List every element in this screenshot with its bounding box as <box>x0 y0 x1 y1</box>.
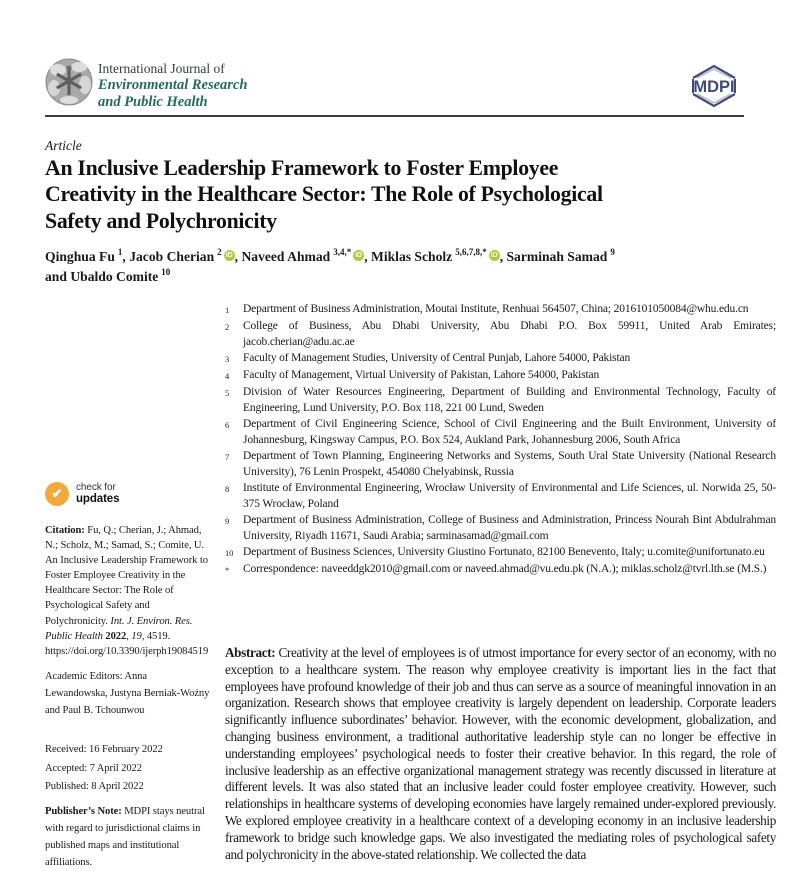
author-list <box>45 247 761 286</box>
affiliation-item <box>225 561 776 578</box>
affiliation-item <box>225 384 776 416</box>
affiliation-text: Department of Business Administration, Moutai Institute, Renhuai 564507, China; 2016101050084@whu.edu.cn <box>243 303 749 315</box>
affiliation-text: Department of Civil Engineering Science, School of Civil Engineering and the Built Environment, University of Johannesburg, Kingsway Campus, P.O. Box 524, Aukland Park, Johannesburg 2006, South Africa <box>243 418 776 446</box>
journal-name-line1: International Journal of <box>98 61 225 76</box>
academic-editors-block <box>45 668 212 738</box>
author <box>371 249 507 264</box>
journal-name-line3: and Public Health <box>98 94 208 110</box>
affiliation-item <box>225 367 776 384</box>
author-name: Jacob Cherian <box>129 249 215 264</box>
citation-body: Fu, Q.; Cherian, J.; Ahmad, N.; Scholz, M.; Samad, S.; Comite, U. An Inclusive Leadership Framework to Foster Employee Creativity in the Healthcare Sector: The Role of Psychological Safety and Polychronicity. <box>45 525 208 627</box>
editors-label: Academic Editors: <box>45 671 123 682</box>
abstract-label: Abstract: <box>225 645 276 660</box>
affiliation-number: 9 <box>225 516 230 526</box>
affiliation-item <box>225 416 776 448</box>
affiliation-text: Department of Business Sciences, University Giustino Fortunato, 82100 Benevento, Italy; u.comite@unifortunato.eu <box>243 546 765 558</box>
author-name: and Ubaldo Comite <box>45 268 159 284</box>
author-separator: , <box>234 249 242 264</box>
author-separator: , <box>122 249 130 264</box>
orcid-icon[interactable]: iD <box>355 252 363 259</box>
author-name: Miklas Scholz <box>371 249 453 264</box>
publisher-note-block <box>45 803 212 871</box>
affiliation-item <box>225 301 776 318</box>
author-affiliation-sup: 3,4,* <box>333 247 352 258</box>
check-icon: ✔ <box>45 482 69 506</box>
history-dates-block <box>45 741 212 797</box>
affiliation-number: 4 <box>225 371 230 381</box>
citation-year: 2022 <box>105 630 127 642</box>
author-affiliation-sup: 1 <box>117 247 123 258</box>
affiliation-text: College of Business, Abu Dhabi University, Abu Dhabi P.O. Box 59911, United Arab Emirates; jacob.cherian@adu.ac.ae <box>243 320 776 348</box>
paper-title-line: An Inclusive Leadership Framework to Foster Employee <box>45 156 559 180</box>
published-date: Published: 8 April 2022 <box>45 781 144 792</box>
abstract-paragraph <box>225 645 776 863</box>
author-affiliation-sup: 2 <box>217 247 222 258</box>
journal-logo-globe-icon <box>45 58 93 106</box>
author <box>45 266 171 284</box>
paper-title-line: Safety and Polychronicity <box>45 208 277 233</box>
journal-name-line2: Environmental Research <box>98 77 248 93</box>
check-for-updates-badge[interactable] <box>45 481 212 507</box>
publisher-note-label: Publisher’s Note: <box>45 805 122 817</box>
citation-doi-link[interactable]: https://doi.org/10.3390/ijerph19084519 <box>45 645 209 657</box>
affiliation-number: 2 <box>225 322 230 332</box>
author-affiliation-sup: 5,6,7,8,* <box>455 247 487 258</box>
affiliation-number: 8 <box>225 484 230 494</box>
badge-line2: updates <box>76 493 120 506</box>
affiliation-text: Faculty of Management Studies, University of Central Punjab, Lahore 54000, Pakistan <box>243 352 631 364</box>
received-date: Received: 16 February 2022 <box>45 744 163 755</box>
header-divider <box>45 115 744 117</box>
affiliation-list <box>225 301 776 638</box>
affiliation-number: 1 <box>225 305 230 315</box>
affiliation-number: * <box>225 565 230 575</box>
orcid-icon[interactable]: iD <box>225 252 233 259</box>
affiliation-text: Faculty of Management, Virtual University of Pakistan, Lahore 54000, Pakistan <box>243 369 600 381</box>
article-type-label: Article <box>45 138 82 153</box>
affiliation-number: 6 <box>225 420 230 430</box>
affiliation-text: Institute of Environmental Engineering, Wrocław University of Environmental and Life Sciences, ul. Norwida 25, 50-375 Wrocław, Poland <box>243 482 776 510</box>
citation-pages: , 4519. <box>141 630 171 642</box>
mdpi-wordmark: MDPI <box>693 78 735 96</box>
author-name: Sarminah Samad <box>506 249 608 264</box>
mdpi-logo-icon <box>684 61 744 111</box>
main-column <box>225 301 776 863</box>
citation-sep: , <box>126 630 132 642</box>
author <box>507 249 615 264</box>
author-affiliation-sup: 9 <box>610 247 615 258</box>
citation-label: Citation: <box>45 525 85 536</box>
abstract-text: Creativity at the level of employees is of utmost importance for every sector of an economy, with no exception to a healthcare system. The reason why employee creativity is important lies in the fact that employees have profound knowledge of their job and thus can serve as a source of meaningful innovation in an organization. Research shows that employee creativity is largely dependent on leadership. Corporate leaders significantly influence subordinates’ behavior. However, with the economic development, globalization, and changing business environment, a traditional authoritative leadership style can no longer be effective in understanding employees’ psychological needs to foster their creative behavior. In this regard, the role of inclusive leadership as an effective organizational management strategy was recently discussed in literature at different levels. It was also stated that an inclusive leader could foster employee creativity. However, such relationships in healthcare systems of developing economies have largely remained under-explored previously. We explored employee creativity in a healthcare context of a developing economy in an inclusive leadership framework to bridge such knowledge gaps. We also investigated the mediating roles of psychological safety and polychronicity in the above-stated relationship. We collected the data <box>225 645 777 862</box>
affiliation-text: Department of Business Administration, College of Business and Administration, Princess Nourah Bint Abdulrahman University, Riyadh 11671, Saudi Arabia; sarminasamad@gmail.com <box>243 514 776 542</box>
affiliation-number: 7 <box>225 452 230 462</box>
affiliation-item <box>225 512 776 544</box>
author-name: Qinghua Fu <box>45 249 115 264</box>
citation-journal: Int. J. Environ. Res. Public Health <box>45 615 193 642</box>
badge-line1: check for <box>76 482 116 494</box>
author-affiliation-sup: 10 <box>161 266 171 277</box>
author-name: Naveed Ahmad <box>241 249 331 264</box>
affiliation-item <box>225 350 776 367</box>
orcid-icon[interactable]: iD <box>490 252 498 259</box>
author <box>241 249 371 264</box>
affiliation-number: 10 <box>225 548 234 558</box>
accepted-date: Accepted: 7 April 2022 <box>45 762 142 774</box>
affiliation-item <box>225 480 776 512</box>
affiliation-text: Department of Town Planning, Engineering Networks and Systems, South Ural State University (National Research University), 76 Lenin Prospekt, 454080 Chelyabinsk, Russia <box>243 450 776 478</box>
affiliation-number: 3 <box>225 354 230 364</box>
citation-block <box>45 523 212 659</box>
author <box>129 249 241 264</box>
author-separator: , <box>499 249 507 264</box>
badge-text <box>76 482 119 506</box>
affiliation-item <box>225 544 776 561</box>
citation-volume: 19 <box>131 630 142 642</box>
affiliation-item <box>225 448 776 480</box>
author-separator: , <box>364 249 371 264</box>
paper-title <box>45 155 761 234</box>
affiliation-number: 5 <box>225 388 230 398</box>
affiliation-item <box>225 318 776 350</box>
affiliation-text: Division of Water Resources Engineering, Department of Building and Environmental Technology, Faculty of Engineering, Lund University, P.O. Box 118, 221 00 Lund, Sweden <box>243 386 776 414</box>
journal-name <box>98 61 247 111</box>
affiliation-text: Correspondence: naveeddgk2010@gmail.com or naveed.ahmad@vu.edu.pk (N.A.); miklas.scholz@tvrl.lth.se (M.S.) <box>243 563 767 575</box>
paper-title-line: Creativity in the Healthcare Sector: The Role of Psychological <box>45 182 603 207</box>
author <box>45 249 129 264</box>
sidebar <box>45 481 212 871</box>
publisher-note-text: MDPI stays neutral with regard to jurisdictional claims in published maps and institutional affiliations. <box>45 805 205 868</box>
editors-names: Anna Lewandowska, Justyna Berniak-Woźny and Paul B. Tchounwou <box>45 671 210 716</box>
